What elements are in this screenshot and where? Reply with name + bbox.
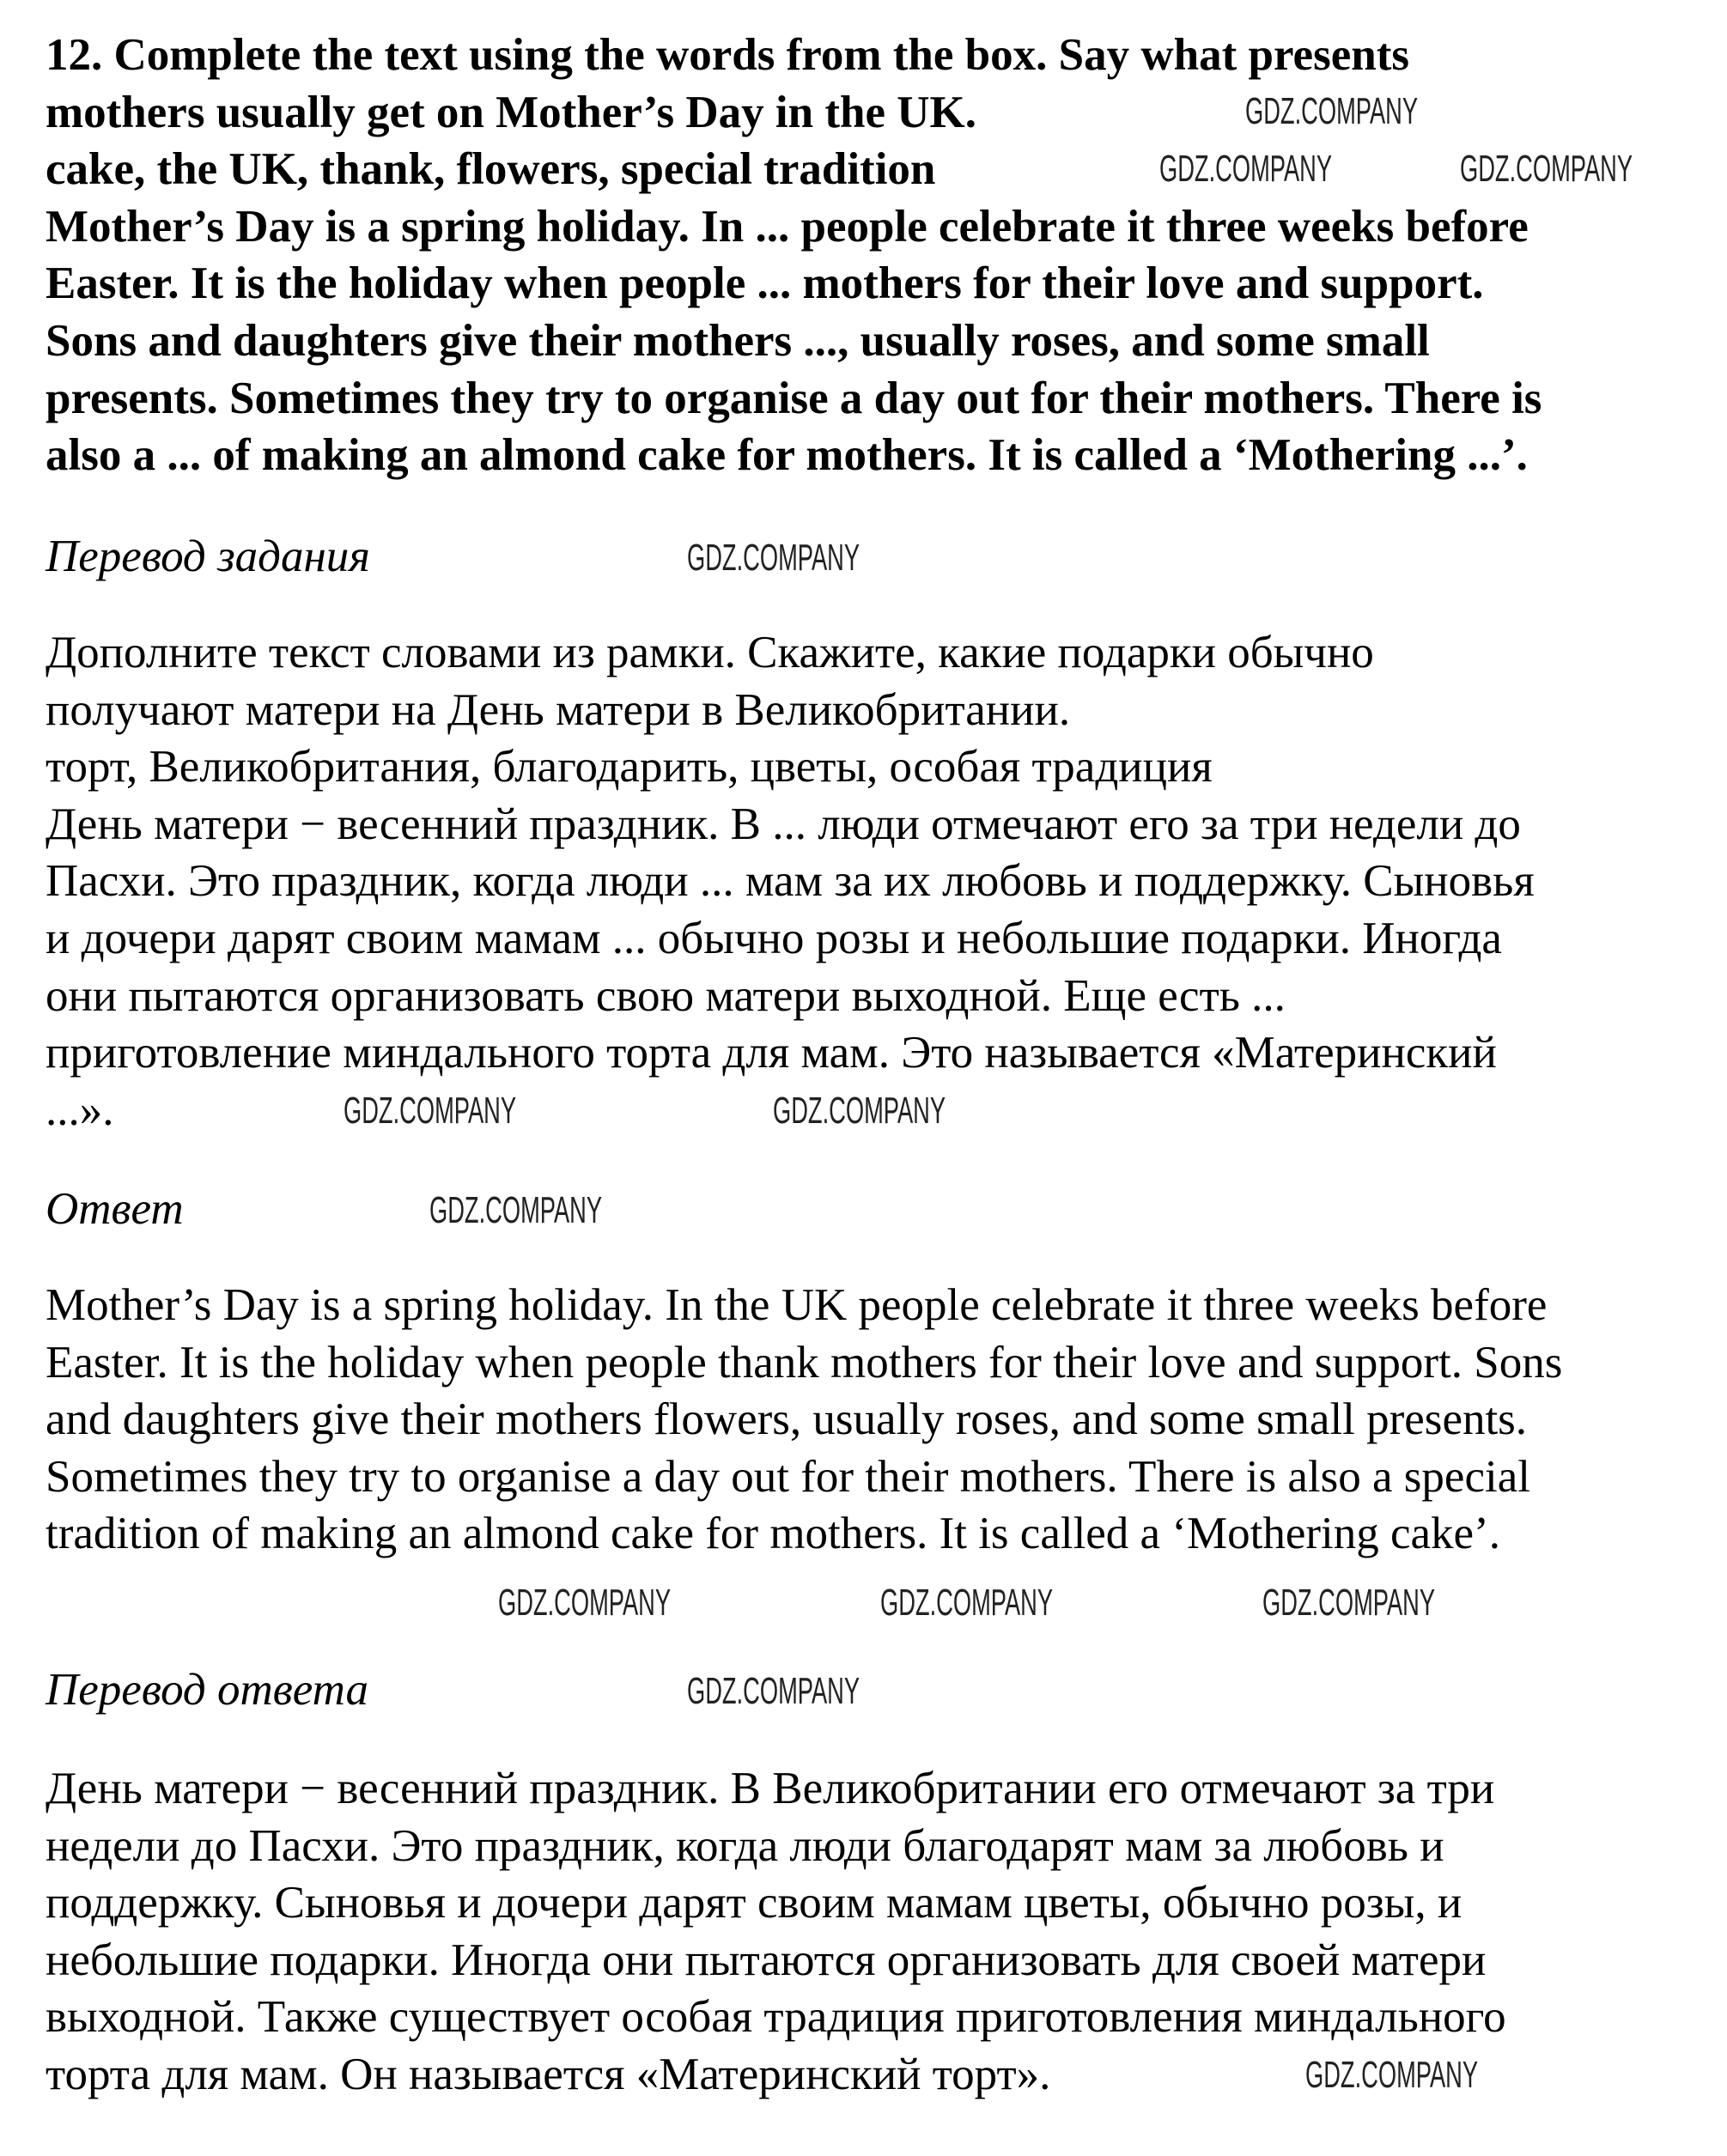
text-line: получают матери на День матери в Великобритании.: [46, 684, 1071, 735]
task-line: presents. Sometimes they try to organise a day out for their mothers. There is: [46, 373, 1542, 423]
text-line: tradition of making an almond cake for mothers. It is called a ‘Mothering cake’.: [46, 1509, 1500, 1559]
word-box: cake, the UK, thank, flowers, special tradition: [46, 144, 936, 195]
task-translation-text: [46, 624, 1535, 1139]
text-line: Easter. It is the holiday when people thank mothers for their love and support. Sons: [46, 1337, 1563, 1388]
text-line: они пытаются организовать свою матери выходной. Еще есть ...: [46, 970, 1286, 1021]
text-line: и дочери дарят своим мамам ... обычно розы и небольшие подарки. Иногда: [46, 913, 1502, 963]
watermark: GDZ.COMPANY: [1262, 1582, 1436, 1624]
task-translation-heading: Перевод задания: [46, 531, 370, 581]
text-line: День матери − весенний праздник. В ... люди отмечают его за три недели до: [46, 799, 1521, 849]
text-line: торта для мам. Он называется «Материнский торт».: [46, 2049, 1051, 2099]
text-line: поддержку. Сыновья и дочери дарят своим мамам цветы, обычно розы, и: [46, 1878, 1462, 1928]
watermark: GDZ.COMPANY: [498, 1582, 672, 1624]
text-line: приготовление миндального торта для мам. Это называется «Материнский: [46, 1028, 1497, 1078]
watermark: GDZ.COMPANY: [1159, 148, 1333, 190]
task-line: also a ... of making an almond cake for mothers. It is called a ‘Mothering ...’.: [46, 430, 1528, 481]
watermark: GDZ.COMPANY: [880, 1582, 1054, 1624]
task-line: Sons and daughters give their mothers ..., usually roses, and some small: [46, 315, 1430, 366]
text-line: небольшие подарки. Иногда они пытаются организовать для своей матери: [46, 1934, 1487, 1985]
text-line: and daughters give their mothers flowers, usually roses, and some small presents.: [46, 1394, 1528, 1445]
watermark: GDZ.COMPANY: [1460, 148, 1633, 190]
text-line: Sometimes they try to organise a day out for their mothers. There is also a special: [46, 1451, 1530, 1502]
task-line: Mother’s Day is a spring holiday. In ... people celebrate it three weeks before: [46, 201, 1529, 252]
text-line: недели до Пасхи. Это праздник, когда люди благодарят мам за любовь и: [46, 1820, 1444, 1871]
watermark: GDZ.COMPANY: [1245, 90, 1419, 132]
watermark: GDZ.COMPANY: [773, 1090, 946, 1132]
watermark: GDZ.COMPANY: [344, 1090, 517, 1132]
text-line: Дополните текст словами из рамки. Скажите, какие подарки обычно: [46, 628, 1374, 677]
task-text: [46, 27, 1542, 484]
text-line: Mother’s Day is a spring holiday. In the UK people celebrate it three weeks before: [46, 1280, 1548, 1330]
answer-heading: Ответ: [46, 1184, 184, 1234]
text-line: торт, Великобритания, благодарить, цветы, особая традиция: [46, 742, 1213, 793]
task-line: 12. Complete the text using the words from the box. Say what presents: [46, 30, 1409, 80]
text-line: День матери − весенний праздник. В Великобритании его отмечают за три: [46, 1764, 1495, 1813]
watermark: GDZ.COMPANY: [687, 537, 860, 579]
text-line: ...».: [46, 1084, 114, 1135]
answer-text: [46, 1277, 1562, 1563]
watermark: GDZ.COMPANY: [429, 1189, 603, 1231]
answer-translation-heading: Перевод ответа: [46, 1665, 369, 1715]
task-line: Easter. It is the holiday when people ... mothers for their love and support.: [46, 258, 1484, 309]
watermark: GDZ.COMPANY: [1305, 2054, 1479, 2096]
task-line: mothers usually get on Mother’s Day in the UK.: [46, 87, 976, 137]
watermark: GDZ.COMPANY: [687, 1670, 860, 1712]
text-line: выходной. Также существует особая традиция приготовления миндального: [46, 1992, 1506, 2043]
text-line: Пасхи. Это праздник, когда люди ... мам за их любовь и поддержку. Сыновья: [46, 856, 1535, 907]
answer-translation-text: [46, 1760, 1506, 2104]
